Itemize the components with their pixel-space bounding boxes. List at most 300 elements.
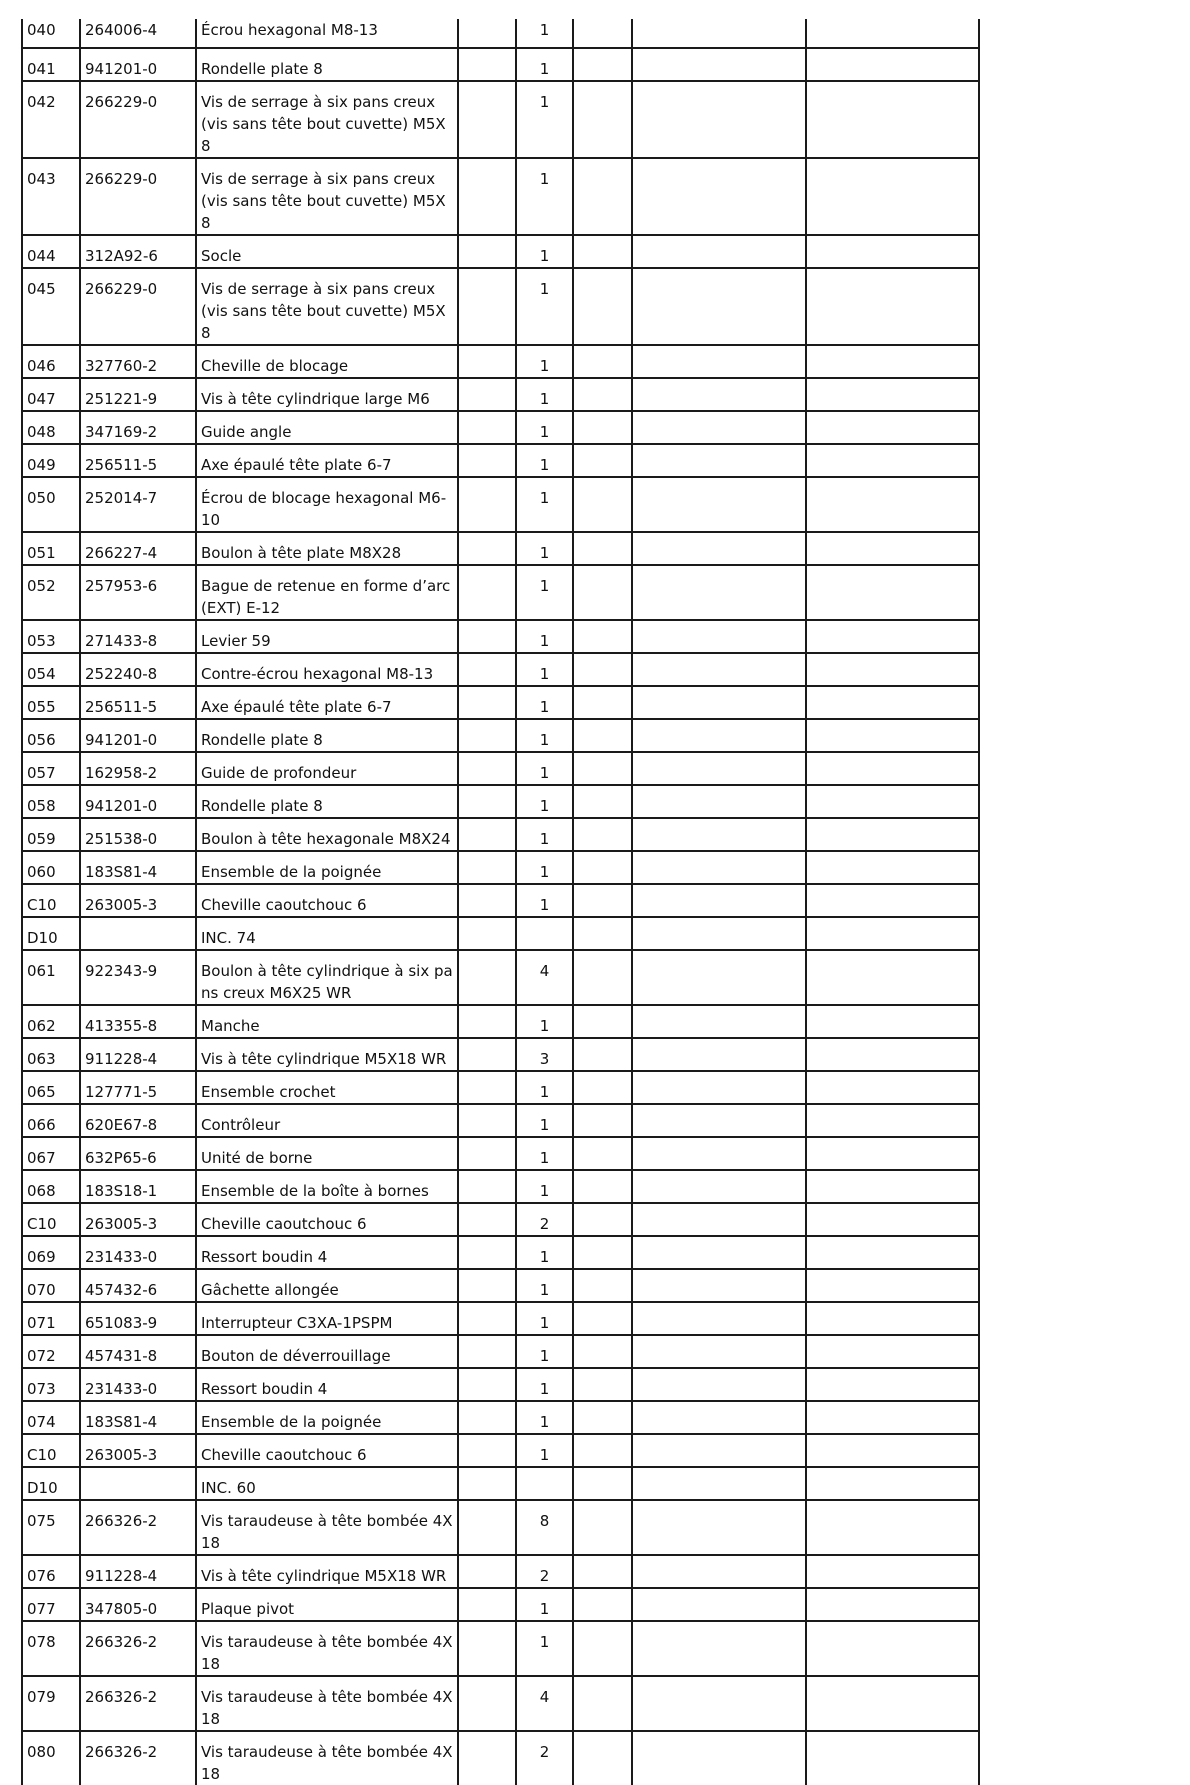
table-row <box>22 818 979 851</box>
table-row <box>22 1401 979 1434</box>
part-number-cell: 264006-4 <box>80 19 196 48</box>
part-number-cell: 632P65-6 <box>80 1137 196 1170</box>
description-cell: Boulon à tête cylindrique à six pans creux M6X25 WR <box>196 950 458 1005</box>
item-number-cell: 068 <box>22 1170 80 1203</box>
blank-cell <box>806 158 979 235</box>
blank-cell <box>632 1038 806 1071</box>
part-number-cell: 312A92-6 <box>80 235 196 268</box>
table-row <box>22 1038 979 1071</box>
part-number-cell: 183S18-1 <box>80 1170 196 1203</box>
quantity-cell: 4 <box>516 950 573 1005</box>
blank-cell <box>573 686 632 719</box>
blank-cell <box>573 1401 632 1434</box>
blank-cell <box>632 1676 806 1731</box>
blank-cell <box>573 378 632 411</box>
item-number-cell: 055 <box>22 686 80 719</box>
blank-cell <box>458 851 516 884</box>
quantity-cell: 1 <box>516 851 573 884</box>
description-cell: Cheville caoutchouc 6 <box>196 1203 458 1236</box>
table-row <box>22 752 979 785</box>
blank-cell <box>632 884 806 917</box>
blank-cell <box>458 158 516 235</box>
blank-cell <box>458 1731 516 1785</box>
table-row <box>22 444 979 477</box>
table-row <box>22 1555 979 1588</box>
item-number-cell: 073 <box>22 1368 80 1401</box>
item-number-cell: 059 <box>22 818 80 851</box>
description-cell: Écrou de blocage hexagonal M6-10 <box>196 477 458 532</box>
blank-cell <box>573 1500 632 1555</box>
description-cell: Ensemble crochet <box>196 1071 458 1104</box>
description-cell: Vis à tête cylindrique M5X18 WR <box>196 1038 458 1071</box>
blank-cell <box>458 620 516 653</box>
blank-cell <box>632 719 806 752</box>
blank-cell <box>632 477 806 532</box>
quantity-cell: 1 <box>516 686 573 719</box>
blank-cell <box>806 1104 979 1137</box>
item-number-cell: 067 <box>22 1137 80 1170</box>
blank-cell <box>806 950 979 1005</box>
blank-cell <box>458 1555 516 1588</box>
part-number-cell: 457431-8 <box>80 1335 196 1368</box>
quantity-cell: 1 <box>516 1005 573 1038</box>
description-cell: Rondelle plate 8 <box>196 48 458 81</box>
blank-cell <box>458 378 516 411</box>
item-number-cell: 063 <box>22 1038 80 1071</box>
item-number-cell: 053 <box>22 620 80 653</box>
description-cell: Vis taraudeuse à tête bombée 4X18 <box>196 1500 458 1555</box>
part-number-cell: 162958-2 <box>80 752 196 785</box>
part-number-cell: 327760-2 <box>80 345 196 378</box>
blank-cell <box>573 851 632 884</box>
table-row <box>22 81 979 158</box>
blank-cell <box>458 532 516 565</box>
blank-cell <box>573 345 632 378</box>
item-number-cell: 051 <box>22 532 80 565</box>
description-cell: Vis de serrage à six pans creux (vis sans tête bout cuvette) M5X8 <box>196 268 458 345</box>
blank-cell <box>632 1467 806 1500</box>
blank-cell <box>573 1555 632 1588</box>
blank-cell <box>458 48 516 81</box>
table-row <box>22 1236 979 1269</box>
table-row <box>22 1170 979 1203</box>
table-row <box>22 48 979 81</box>
description-cell: Ensemble de la poignée <box>196 851 458 884</box>
description-cell: Manche <box>196 1005 458 1038</box>
description-cell: Interrupteur C3XA-1PSPM <box>196 1302 458 1335</box>
quantity-cell: 1 <box>516 1236 573 1269</box>
blank-cell <box>632 19 806 48</box>
blank-cell <box>573 1236 632 1269</box>
part-number-cell: 183S81-4 <box>80 851 196 884</box>
blank-cell <box>806 686 979 719</box>
blank-cell <box>573 1203 632 1236</box>
item-number-cell: 078 <box>22 1621 80 1676</box>
table-row <box>22 477 979 532</box>
item-number-cell: 075 <box>22 1500 80 1555</box>
item-number-cell: 044 <box>22 235 80 268</box>
table-row <box>22 1621 979 1676</box>
item-number-cell: 050 <box>22 477 80 532</box>
parts-list-page <box>21 19 980 1785</box>
part-number-cell: 413355-8 <box>80 1005 196 1038</box>
item-number-cell: 042 <box>22 81 80 158</box>
table-row <box>22 1588 979 1621</box>
blank-cell <box>573 532 632 565</box>
description-cell: Cheville caoutchouc 6 <box>196 1434 458 1467</box>
blank-cell <box>573 818 632 851</box>
blank-cell <box>573 1434 632 1467</box>
blank-cell <box>632 1170 806 1203</box>
quantity-cell: 1 <box>516 1401 573 1434</box>
table-row <box>22 1467 979 1500</box>
blank-cell <box>806 1302 979 1335</box>
part-number-cell: 941201-0 <box>80 719 196 752</box>
part-number-cell: 251538-0 <box>80 818 196 851</box>
quantity-cell <box>516 1467 573 1500</box>
quantity-cell: 1 <box>516 268 573 345</box>
item-number-cell: 071 <box>22 1302 80 1335</box>
description-cell: Vis de serrage à six pans creux (vis sans tête bout cuvette) M5X8 <box>196 81 458 158</box>
part-number-cell: 263005-3 <box>80 1434 196 1467</box>
part-number-cell: 266326-2 <box>80 1500 196 1555</box>
blank-cell <box>632 411 806 444</box>
blank-cell <box>458 1588 516 1621</box>
blank-cell <box>632 1621 806 1676</box>
blank-cell <box>458 268 516 345</box>
item-number-cell: 056 <box>22 719 80 752</box>
description-cell: Levier 59 <box>196 620 458 653</box>
blank-cell <box>458 1038 516 1071</box>
blank-cell <box>632 1104 806 1137</box>
blank-cell <box>573 653 632 686</box>
description-cell: Gâchette allongée <box>196 1269 458 1302</box>
description-cell: Plaque pivot <box>196 1588 458 1621</box>
blank-cell <box>458 653 516 686</box>
description-cell: Rondelle plate 8 <box>196 719 458 752</box>
quantity-cell: 1 <box>516 752 573 785</box>
item-number-cell: 072 <box>22 1335 80 1368</box>
description-cell: Vis à tête cylindrique M5X18 WR <box>196 1555 458 1588</box>
blank-cell <box>806 818 979 851</box>
blank-cell <box>458 1467 516 1500</box>
blank-cell <box>806 620 979 653</box>
quantity-cell: 2 <box>516 1203 573 1236</box>
blank-cell <box>458 752 516 785</box>
blank-cell <box>458 1269 516 1302</box>
blank-cell <box>806 1731 979 1785</box>
blank-cell <box>573 1621 632 1676</box>
blank-cell <box>632 1401 806 1434</box>
quantity-cell: 1 <box>516 1588 573 1621</box>
description-cell: Bague de retenue en forme d’arc (EXT) E-12 <box>196 565 458 620</box>
part-number-cell: 263005-3 <box>80 884 196 917</box>
table-row <box>22 158 979 235</box>
blank-cell <box>458 1137 516 1170</box>
blank-cell <box>573 785 632 818</box>
blank-cell <box>632 268 806 345</box>
blank-cell <box>806 884 979 917</box>
blank-cell <box>573 1588 632 1621</box>
blank-cell <box>458 1203 516 1236</box>
blank-cell <box>573 1676 632 1731</box>
blank-cell <box>632 444 806 477</box>
blank-cell <box>632 950 806 1005</box>
quantity-cell: 1 <box>516 1368 573 1401</box>
description-cell: Unité de borne <box>196 1137 458 1170</box>
blank-cell <box>632 1500 806 1555</box>
table-row <box>22 1676 979 1731</box>
part-number-cell: 256511-5 <box>80 686 196 719</box>
description-cell: Contre-écrou hexagonal M8-13 <box>196 653 458 686</box>
table-row <box>22 411 979 444</box>
quantity-cell <box>516 917 573 950</box>
blank-cell <box>458 785 516 818</box>
item-number-cell: 080 <box>22 1731 80 1785</box>
table-row <box>22 1005 979 1038</box>
quantity-cell: 1 <box>516 1104 573 1137</box>
parts-table <box>21 19 980 1785</box>
blank-cell <box>632 1731 806 1785</box>
table-row <box>22 785 979 818</box>
blank-cell <box>806 1137 979 1170</box>
blank-cell <box>632 1335 806 1368</box>
description-cell: Cheville de blocage <box>196 345 458 378</box>
item-number-cell: 065 <box>22 1071 80 1104</box>
blank-cell <box>806 719 979 752</box>
blank-cell <box>573 1137 632 1170</box>
blank-cell <box>458 1500 516 1555</box>
quantity-cell: 1 <box>516 477 573 532</box>
quantity-cell: 2 <box>516 1731 573 1785</box>
item-number-cell: 058 <box>22 785 80 818</box>
blank-cell <box>573 477 632 532</box>
part-number-cell: 266326-2 <box>80 1731 196 1785</box>
table-row <box>22 884 979 917</box>
blank-cell <box>632 1368 806 1401</box>
blank-cell <box>806 752 979 785</box>
part-number-cell: 911228-4 <box>80 1555 196 1588</box>
part-number-cell: 922343-9 <box>80 950 196 1005</box>
item-number-cell: 074 <box>22 1401 80 1434</box>
blank-cell <box>458 1104 516 1137</box>
description-cell: Guide de profondeur <box>196 752 458 785</box>
description-cell: Vis à tête cylindrique large M6 <box>196 378 458 411</box>
item-number-cell: 062 <box>22 1005 80 1038</box>
table-row <box>22 1104 979 1137</box>
part-number-cell: 252240-8 <box>80 653 196 686</box>
item-number-cell: C10 <box>22 1203 80 1236</box>
part-number-cell: 266326-2 <box>80 1676 196 1731</box>
blank-cell <box>458 565 516 620</box>
blank-cell <box>632 785 806 818</box>
quantity-cell: 1 <box>516 378 573 411</box>
table-row <box>22 686 979 719</box>
table-row <box>22 1071 979 1104</box>
blank-cell <box>573 158 632 235</box>
blank-cell <box>806 653 979 686</box>
blank-cell <box>573 884 632 917</box>
table-row <box>22 532 979 565</box>
description-cell: Ressort boudin 4 <box>196 1236 458 1269</box>
blank-cell <box>632 158 806 235</box>
blank-cell <box>806 532 979 565</box>
table-row <box>22 19 979 48</box>
quantity-cell: 2 <box>516 1555 573 1588</box>
part-number-cell: 941201-0 <box>80 48 196 81</box>
blank-cell <box>458 1005 516 1038</box>
blank-cell <box>632 1588 806 1621</box>
description-cell: INC. 74 <box>196 917 458 950</box>
quantity-cell: 1 <box>516 1302 573 1335</box>
part-number-cell: 271433-8 <box>80 620 196 653</box>
description-cell: Rondelle plate 8 <box>196 785 458 818</box>
item-number-cell: 045 <box>22 268 80 345</box>
quantity-cell: 1 <box>516 653 573 686</box>
quantity-cell: 1 <box>516 345 573 378</box>
table-row <box>22 950 979 1005</box>
blank-cell <box>806 1203 979 1236</box>
blank-cell <box>806 19 979 48</box>
part-number-cell: 263005-3 <box>80 1203 196 1236</box>
blank-cell <box>573 917 632 950</box>
quantity-cell: 1 <box>516 818 573 851</box>
blank-cell <box>573 411 632 444</box>
blank-cell <box>632 345 806 378</box>
blank-cell <box>632 1005 806 1038</box>
item-number-cell: 047 <box>22 378 80 411</box>
description-cell: Vis de serrage à six pans creux (vis sans tête bout cuvette) M5X8 <box>196 158 458 235</box>
item-number-cell: 076 <box>22 1555 80 1588</box>
item-number-cell: 048 <box>22 411 80 444</box>
blank-cell <box>806 1467 979 1500</box>
item-number-cell: 060 <box>22 851 80 884</box>
blank-cell <box>458 917 516 950</box>
quantity-cell: 1 <box>516 1621 573 1676</box>
blank-cell <box>573 268 632 345</box>
blank-cell <box>806 1621 979 1676</box>
blank-cell <box>458 818 516 851</box>
quantity-cell: 1 <box>516 1071 573 1104</box>
blank-cell <box>806 1005 979 1038</box>
blank-cell <box>458 1071 516 1104</box>
description-cell: Boulon à tête hexagonale M8X24 <box>196 818 458 851</box>
blank-cell <box>806 851 979 884</box>
table-row <box>22 268 979 345</box>
quantity-cell: 8 <box>516 1500 573 1555</box>
blank-cell <box>806 1401 979 1434</box>
part-number-cell: 347169-2 <box>80 411 196 444</box>
item-number-cell: 057 <box>22 752 80 785</box>
quantity-cell: 1 <box>516 411 573 444</box>
table-row <box>22 1335 979 1368</box>
table-row <box>22 235 979 268</box>
quantity-cell: 1 <box>516 1434 573 1467</box>
table-row <box>22 565 979 620</box>
table-row <box>22 1137 979 1170</box>
blank-cell <box>632 851 806 884</box>
blank-cell <box>573 81 632 158</box>
quantity-cell: 1 <box>516 532 573 565</box>
blank-cell <box>458 1302 516 1335</box>
table-row <box>22 1269 979 1302</box>
blank-cell <box>632 1236 806 1269</box>
part-number-cell: 911228-4 <box>80 1038 196 1071</box>
blank-cell <box>632 1269 806 1302</box>
part-number-cell: 231433-0 <box>80 1368 196 1401</box>
blank-cell <box>806 444 979 477</box>
blank-cell <box>806 477 979 532</box>
item-number-cell: 054 <box>22 653 80 686</box>
part-number-cell: 620E67-8 <box>80 1104 196 1137</box>
table-row <box>22 1368 979 1401</box>
blank-cell <box>573 235 632 268</box>
part-number-cell: 252014-7 <box>80 477 196 532</box>
blank-cell <box>806 1555 979 1588</box>
blank-cell <box>806 917 979 950</box>
part-number-cell <box>80 1467 196 1500</box>
blank-cell <box>806 378 979 411</box>
blank-cell <box>806 235 979 268</box>
blank-cell <box>632 1302 806 1335</box>
item-number-cell: 061 <box>22 950 80 1005</box>
part-number-cell: 266229-0 <box>80 268 196 345</box>
quantity-cell: 1 <box>516 620 573 653</box>
blank-cell <box>458 1368 516 1401</box>
table-row <box>22 1434 979 1467</box>
blank-cell <box>458 411 516 444</box>
quantity-cell: 1 <box>516 48 573 81</box>
blank-cell <box>573 48 632 81</box>
blank-cell <box>573 1302 632 1335</box>
blank-cell <box>806 81 979 158</box>
item-number-cell: 070 <box>22 1269 80 1302</box>
item-number-cell: 052 <box>22 565 80 620</box>
part-number-cell: 127771-5 <box>80 1071 196 1104</box>
description-cell: Contrôleur <box>196 1104 458 1137</box>
blank-cell <box>458 19 516 48</box>
description-cell: INC. 60 <box>196 1467 458 1500</box>
blank-cell <box>458 1434 516 1467</box>
item-number-cell: C10 <box>22 884 80 917</box>
blank-cell <box>806 1368 979 1401</box>
blank-cell <box>573 1170 632 1203</box>
table-row <box>22 345 979 378</box>
blank-cell <box>632 1071 806 1104</box>
item-number-cell: 046 <box>22 345 80 378</box>
quantity-cell: 4 <box>516 1676 573 1731</box>
blank-cell <box>806 411 979 444</box>
table-row <box>22 851 979 884</box>
blank-cell <box>806 1269 979 1302</box>
quantity-cell: 1 <box>516 884 573 917</box>
blank-cell <box>458 477 516 532</box>
blank-cell <box>573 1335 632 1368</box>
part-number-cell: 257953-6 <box>80 565 196 620</box>
blank-cell <box>573 1104 632 1137</box>
part-number-cell <box>80 917 196 950</box>
blank-cell <box>458 950 516 1005</box>
blank-cell <box>632 1137 806 1170</box>
part-number-cell: 251221-9 <box>80 378 196 411</box>
blank-cell <box>806 1676 979 1731</box>
description-cell: Vis taraudeuse à tête bombée 4X18 <box>196 1676 458 1731</box>
blank-cell <box>632 378 806 411</box>
part-number-cell: 457432-6 <box>80 1269 196 1302</box>
quantity-cell: 1 <box>516 235 573 268</box>
item-number-cell: D10 <box>22 1467 80 1500</box>
blank-cell <box>632 1203 806 1236</box>
